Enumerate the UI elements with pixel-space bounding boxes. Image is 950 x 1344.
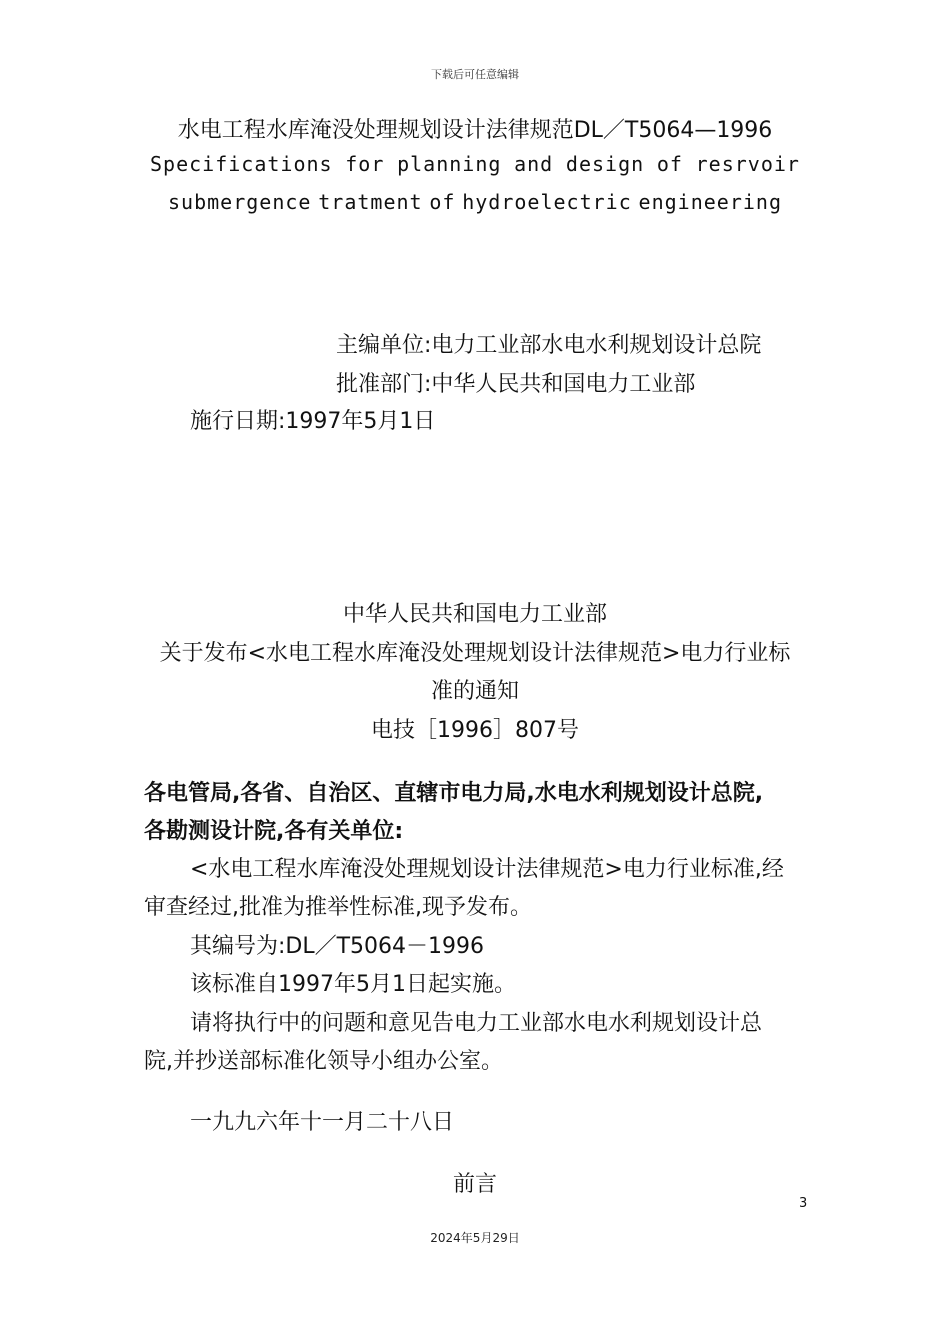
- en-word: submergence: [168, 190, 312, 214]
- en-word: planning: [397, 152, 502, 176]
- notice-document-number: 电技［1996］807号: [371, 718, 579, 743]
- en-word: of: [429, 190, 456, 214]
- paragraph-4-line-1: 请将执行中的问题和意见告电力工业部水电水利规划设计总: [190, 1011, 763, 1036]
- english-title-line-1: [150, 152, 800, 176]
- en-word: engineering: [638, 190, 782, 214]
- english-title-line-2: [168, 190, 782, 214]
- notice-title-line-1: 关于发布<水电工程水库淹没处理规划设计法律规范>电力行业标: [159, 641, 791, 666]
- paragraph-4-line-2: 院,并抄送部标准化领导小组办公室。: [144, 1049, 503, 1074]
- paragraph-1-line-2: 审查经过,批准为推举性标准,现予发布。: [144, 895, 532, 920]
- footer-date: 2024年5月29日: [430, 1231, 520, 1245]
- en-word: of: [656, 152, 683, 176]
- en-word: tratment: [318, 190, 423, 214]
- header-note: 下载后可任意编辑: [431, 68, 519, 81]
- en-word: hydroelectric: [462, 190, 632, 214]
- notice-date: 一九九六年十一月二十八日: [190, 1110, 455, 1135]
- document-title: 水电工程水库淹没处理规划设计法律规范DL／T5064—1996: [177, 118, 773, 143]
- editor-unit: 主编单位:电力工业部水电水利规划设计总院: [336, 333, 762, 358]
- preface-heading: 前言: [452, 1172, 497, 1197]
- en-word: design: [565, 152, 645, 176]
- paragraph-1-line-1: <水电工程水库淹没处理规划设计法律规范>电力行业标准,经: [190, 857, 784, 882]
- addressee-line-2: 各勘测设计院,各有关单位:: [144, 819, 404, 844]
- en-word: resrvoir: [695, 152, 800, 176]
- page-number: 3: [799, 1196, 808, 1211]
- paragraph-3: 该标准自1997年5月1日起实施。: [190, 972, 516, 997]
- en-word: and: [514, 152, 554, 176]
- addressee-line-1: 各电管局,各省、自治区、直辖市电力局,水电水利规划设计总院,: [144, 781, 764, 806]
- effective-date: 施行日期:1997年5月1日: [190, 409, 436, 434]
- en-word: for: [345, 152, 385, 176]
- en-word: Specifications: [150, 152, 333, 176]
- notice-issuer: 中华人民共和国电力工业部: [342, 602, 607, 627]
- notice-title-line-2: 准的通知: [430, 679, 519, 704]
- paragraph-2: 其编号为:DL／T5064－1996: [190, 934, 485, 959]
- approving-department: 批准部门:中华人民共和国电力工业部: [336, 372, 696, 397]
